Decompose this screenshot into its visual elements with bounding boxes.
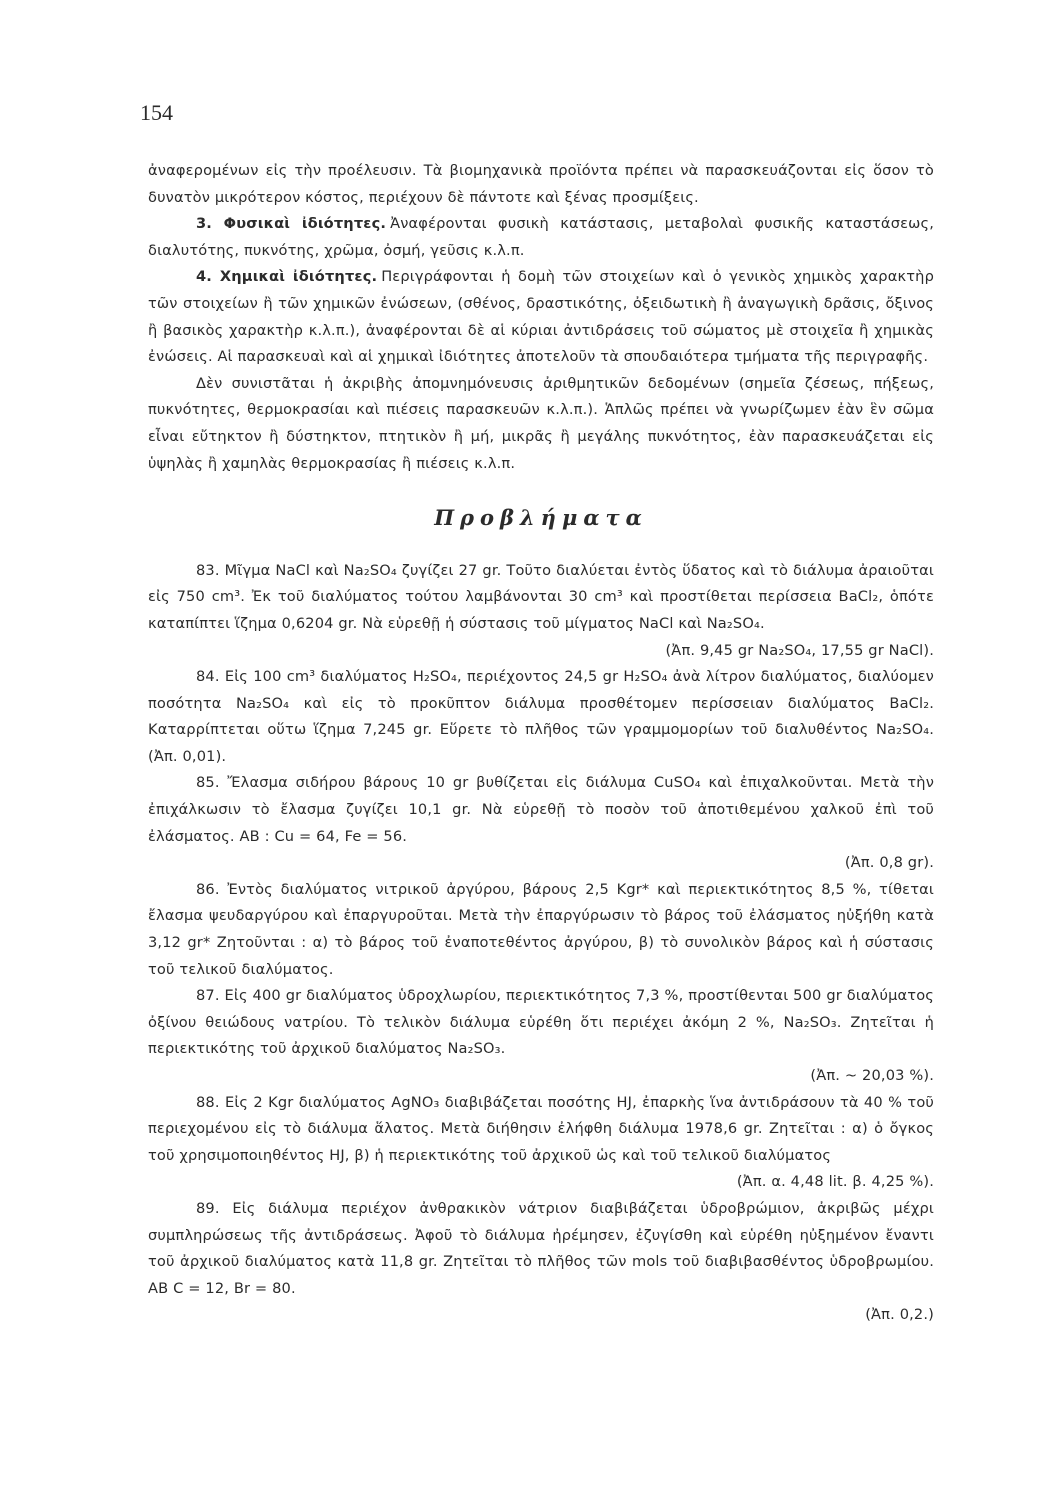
chemical-properties-text: Περιγράφονται ἡ δομὴ τῶν στοιχείων καὶ ὁ γενικὸς χημικὸς χαρακτὴρ τῶν στοιχείων ἢ τῶν χημικῶν ἐνώσεων, (σθένος, δραστικότης, ὀξειδωτικὴ ἢ ἀναγωγικὴ δρᾶσις, ὄξινος ἢ βασικὸς χαρακτὴρ κ.λ.π.), ἀναφέρονται δὲ αἱ κύριαι ἀντιδράσεις τοῦ σώματος μὲ στοιχεῖα ἢ χημικὰς ἐνώσεις. Αἱ παρασκευαὶ καὶ αἱ χημικαὶ ἰδιότητες ἀποτελοῦν τὰ σπουδαιότερα τμήματα τῆς περιγραφῆς.	[148, 268, 934, 366]
problem-89: 89. Εἰς διάλυμα περιέχον ἀνθρακικὸν νάτριον διαβιβάζεται ὑδροβρώμιον, ἀκριβῶς μέχρι συμπληρώσεως τῆς ἀντιδράσεως. Ἀφοῦ τὸ διάλυμα ἠρέμησεν, ἐζυγίσθη καὶ εὑρέθη ηὐξημένον ἔναντι τοῦ ἀρχικοῦ διαλύματος κατὰ 11,8 gr. Ζητεῖται τὸ πλῆθος τῶν mols τοῦ διαβιβασθέντος ὑδροβρωμίου. ΑΒ C = 12, Br = 80.	[148, 1199, 934, 1297]
problem-84: 84. Εἰς 100 cm³ διαλύματος H₂SO₄, περιέχοντος 24,5 gr H₂SO₄ ἀνὰ λίτρον διαλύματος, διαλύομεν ποσότητα Na₂SO₄ καὶ εἰς τὸ προκῦπτον διάλυμα προσθέτομεν περίσσειαν διαλύματος BaCl₂. Καταρρίπτεται οὕτω ἵζημα 7,245 gr. Εὕρετε τὸ πλῆθος τῶν γραμμομορίων τοῦ διαλυθέντος Na₂SO₄. (Ἀπ. 0,01).	[148, 668, 934, 765]
answer-83: (Ἀπ. 9,45 gr Na₂SO₄, 17,55 gr NaCl).	[665, 641, 934, 659]
physical-properties-paragraph	[148, 211, 934, 264]
problem-88: 88. Εἰς 2 Kgr διαλύματος AgNO₃ διαβιβάζεται ποσότης HJ, ἐπαρκὴς ἵνα ἀντιδράσουν τὰ 40 % τοῦ περιεχομένου εἰς τὸ διάλυμα ἅλατος. Μετὰ διήθησιν ἐλήφθη διάλυμα 1978,6 gr. Ζητεῖται : α) ὁ ὄγκος τοῦ χρησιμοποιηθέντος HJ, β) ἡ περιεκτικότης τοῦ ἀρχικοῦ ὡς καὶ τοῦ τελικοῦ διαλύματος	[148, 1093, 934, 1164]
problem-83: 83. Μῖγμα NaCl καὶ Na₂SO₄ ζυγίζει 27 gr. Τοῦτο διαλύεται ἐντὸς ὕδατος καὶ τὸ διάλυμα ἀραιοῦται εἰς 750 cm³. Ἐκ τοῦ διαλύματος τούτου λαμβάνονται 30 cm³ καὶ προστίθεται περίσσεια BaCl₂, ὁπότε καταπίπτει ἵζημα 0,6204 gr. Νὰ εὑρεθῇ ἡ σύστασις τοῦ μίγματος NaCl καὶ Na₂SO₄.	[148, 561, 934, 632]
physical-properties-text: Ἀναφέρονται φυσικὴ κατάστασις, μεταβολαὶ φυσικῆς καταστάσεως, διαλυτότης, πυκνότης, χρῶμα, ὀσμή, γεῦσις κ.λ.π.	[148, 215, 935, 259]
answer-87: (Ἀπ. ~ 20,03 %).	[810, 1067, 934, 1084]
problem-list	[148, 558, 934, 1329]
answer-89: (Ἀπ. 0,2.)	[865, 1306, 934, 1324]
problem-85: 85. Ἔλασμα σιδήρου βάρους 10 gr βυθίζεται εἰς διάλυμα CuSO₄ καὶ ἐπιχαλκοῦνται. Μετὰ τὴν ἐπιχάλκωσιν τὸ ἔλασμα ζυγίζει 10,1 gr. Νὰ εὑρεθῇ τὸ ποσὸν τοῦ ἀποτιθεμένου χαλκοῦ ἐπὶ τοῦ ἐλάσματος. ΑΒ : Cu = 64, Fe = 56.	[148, 774, 934, 845]
problem-87: 87. Εἰς 400 gr διαλύματος ὑδροχλωρίου, περιεκτικότητος 7,3 %, προστίθενται 500 gr διαλύματος ὀξίνου θειώδους νατρίου. Τὸ τελικὸν διάλυμα εὑρέθη ὅτι περιέχει ἀκόμη 2 %, Na₂SO₃. Ζητεῖται ἡ περιεκτικότης τοῦ ἀρχικοῦ διαλύματος Na₂SO₃.	[148, 987, 934, 1058]
page-number: 154	[140, 100, 173, 125]
intro-paragraph: ἀναφερομένων εἰς τὴν προέλευσιν. Τὰ βιομηχανικὰ προϊόντα πρέπει νὰ παρασκευάζονται εἰς ὅσον τὸ δυνατὸν μικρότερον κόστος, περιέχουν δὲ πάντοτε καὶ ξένας προσμίξεις.	[148, 162, 934, 206]
section-title: Προβλήματα	[434, 505, 648, 531]
body-text	[148, 158, 934, 1329]
answer-85: (Ἀπ. 0,8 gr).	[844, 854, 934, 872]
answer-88: (Ἀπ. α. 4,48 lit. β. 4,25 %).	[736, 1173, 934, 1191]
chemical-properties-paragraph	[148, 264, 934, 370]
physical-properties-heading: 3. Φυσικαὶ ἰδιότητες.	[196, 215, 387, 233]
problem-86: 86. Ἐντὸς διαλύματος νιτρικοῦ ἀργύρου, βάρους 2,5 Kgr* καὶ περιεκτικότητος 8,5 %, τίθεται ἔλασμα ψευδαργύρου καὶ ἐπαργυροῦται. Μετὰ τὴν ἐπαργύρωσιν τὸ βάρος τοῦ ἐλάσματος ηὐξήθη κατὰ 3,12 gr* Ζητοῦνται : α) τὸ βάρος τοῦ ἐναποτεθέντος ἀργύρου, β) τὸ συνολικὸν βάρος καὶ ἡ σύστασις τοῦ τελικοῦ διαλύματος.	[148, 880, 934, 978]
chemical-properties-heading: 4. Χημικαὶ ἰδιότητες.	[196, 268, 378, 286]
memorization-paragraph: Δὲν συνιστᾶται ἡ ἀκριβὴς ἀπομνημόνευσις ἀριθμητικῶν δεδομένων (σημεῖα ζέσεως, πήξεως, πυκνότητες, θερμοκρασίαι καὶ πιέσεις παρασκευῶν κ.λ.π.). Ἁπλῶς πρέπει νὰ γνωρίζωμεν ἐὰν ἓν σῶμα εἶναι εὔτηκτον ἢ δύστηκτον, πτητικὸν ἢ μή, μικρᾶς ἢ μεγάλης πυκνότητος, ἐὰν παρασκευάζεται εἰς ὑψηλὰς ἢ χαμηλὰς θερμοκρασίας ἢ πιέσεις κ.λ.π.	[148, 374, 934, 472]
